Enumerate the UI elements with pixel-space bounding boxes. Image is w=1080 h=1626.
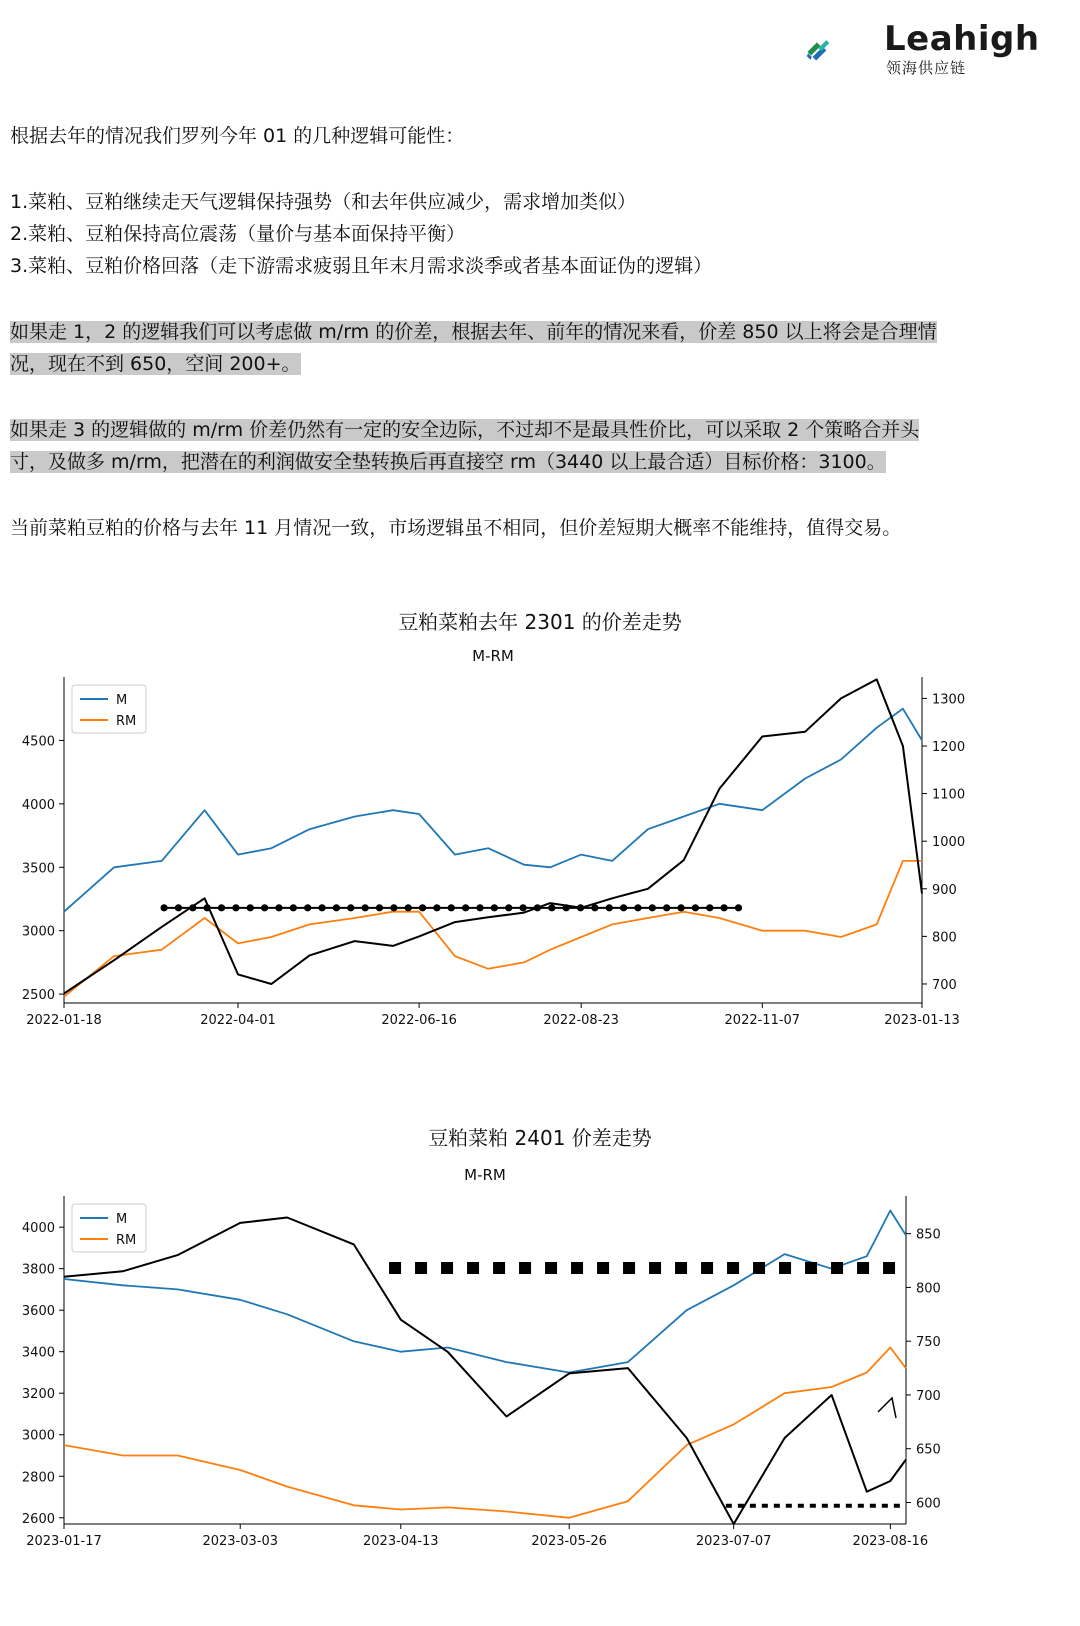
highlight-paragraph-2-line-1: 如果走 3 的逻辑做的 m/rm 价差仍然有一定的安全边际，不过却不是最具性价比，可以采取 2 个策略合并头 <box>10 419 920 441</box>
trend-arrow <box>878 1398 896 1418</box>
spread-reference-dot <box>318 904 325 911</box>
spread-reference-dot <box>519 904 526 911</box>
series-rm-line <box>64 1348 906 1518</box>
left-tick-label: 3600 <box>21 1304 55 1320</box>
x-tick-label: 2022-04-01 <box>200 1013 276 1028</box>
x-tick-label: 2022-01-18 <box>26 1013 102 1028</box>
conclusion-paragraph: 当前菜粕豆粕的价格与去年 11 月情况一致，市场逻辑虽不相同，但价差短期大概率不能维持，值得交易。 <box>10 517 902 539</box>
right-tick-label: 1300 <box>932 692 966 708</box>
spread-reference-dot <box>261 904 268 911</box>
spread-reference-dot <box>462 904 469 911</box>
spread-reference-dot <box>634 904 641 911</box>
left-tick-label: 3800 <box>21 1262 55 1278</box>
spread-reference-dot <box>663 904 670 911</box>
spread-reference-dot <box>390 904 397 911</box>
spread-reference-dot <box>448 904 455 911</box>
left-tick-label: 4500 <box>21 734 55 750</box>
spread-reference-dot <box>290 904 297 911</box>
spread-reference-dot <box>706 904 713 911</box>
spread-reference-dot <box>218 904 225 911</box>
right-tick-label: 850 <box>916 1227 941 1243</box>
right-tick-label: 600 <box>916 1496 941 1512</box>
chart-2 <box>0 1160 1080 1626</box>
spread-reference-dot <box>247 904 254 911</box>
spread-reference-dot <box>304 904 311 911</box>
right-tick-label: 800 <box>916 1281 941 1297</box>
right-tick-label: 700 <box>932 977 957 993</box>
x-tick-label: 2023-04-13 <box>363 1534 439 1549</box>
logic-item-1: 1.菜粕、豆粕继续走天气逻辑保持强势（和去年供应减少，需求增加类似） <box>10 191 637 213</box>
chart-2-heading: 豆粕菜粕 2401 价差走势 <box>428 1126 652 1150</box>
spread-reference-dot <box>189 904 196 911</box>
spread-reference-dot <box>606 904 613 911</box>
document-body <box>10 120 1068 544</box>
x-tick-label: 2023-01-13 <box>884 1013 960 1028</box>
series-spread-line <box>64 679 922 993</box>
spread-reference-dot <box>649 904 656 911</box>
spread-reference-dot <box>476 904 483 911</box>
legend-label-rm: RM <box>116 714 137 729</box>
leahigh-logo <box>806 16 886 84</box>
spread-reference-dot <box>534 904 541 911</box>
logo-name-en: Leahigh <box>884 19 1040 59</box>
spread-reference-dot <box>161 904 168 911</box>
spread-reference-dot <box>175 904 182 911</box>
left-tick-label: 3500 <box>21 861 55 877</box>
spread-reference-dot <box>362 904 369 911</box>
spread-reference-dot <box>735 904 742 911</box>
spread-reference-dot <box>577 904 584 911</box>
spread-reference-dot <box>620 904 627 911</box>
chart-1-heading: 豆粕菜粕去年 2301 的价差走势 <box>398 610 682 634</box>
x-tick-label: 2022-06-16 <box>381 1013 457 1028</box>
right-tick-label: 1200 <box>932 740 966 756</box>
series-rm-line <box>64 861 922 997</box>
x-tick-label: 2023-03-03 <box>202 1534 279 1549</box>
spread-reference-dot <box>347 904 354 911</box>
x-tick-label: 2022-11-07 <box>724 1013 801 1028</box>
spread-reference-dot <box>692 904 699 911</box>
left-tick-label: 3400 <box>21 1345 55 1361</box>
left-tick-label: 4000 <box>21 1221 55 1237</box>
x-tick-label: 2022-08-23 <box>543 1013 619 1028</box>
spread-reference-dot <box>491 904 498 911</box>
spread-reference-dot <box>721 904 728 911</box>
spread-reference-dot <box>563 904 570 911</box>
x-tick-label: 2023-08-16 <box>852 1534 929 1549</box>
right-tick-label: 800 <box>932 930 957 946</box>
right-tick-label: 700 <box>916 1388 941 1404</box>
logo-name-cn: 领海供应链 <box>886 59 967 77</box>
spread-reference-dot <box>591 904 598 911</box>
logo-text <box>884 20 1040 78</box>
chart-subtitle: M-RM <box>464 1166 506 1184</box>
right-tick-label: 1000 <box>932 835 966 851</box>
left-tick-label: 4000 <box>21 797 55 813</box>
spread-reference-dot <box>333 904 340 911</box>
x-tick-label: 2023-05-26 <box>531 1534 607 1549</box>
x-tick-label: 2023-01-17 <box>26 1534 102 1549</box>
spread-reference-dot <box>505 904 512 911</box>
spread-reference-dot <box>433 904 440 911</box>
right-tick-label: 650 <box>916 1442 941 1458</box>
highlight-paragraph-2-line-2: 寸，及做多 m/rm，把潜在的利润做安全垫转换后再直接空 rm（3440 以上最合适）目标价格：3100。 <box>10 451 886 473</box>
left-tick-label: 2500 <box>21 988 55 1004</box>
spread-reference-dot <box>548 904 555 911</box>
highlight-paragraph-1-line-2: 况，现在不到 650，空间 200+。 <box>10 353 301 375</box>
spread-reference-dot <box>204 904 211 911</box>
spread-reference-dot <box>376 904 383 911</box>
right-tick-label: 750 <box>916 1335 941 1351</box>
highlight-paragraph-1-line-1: 如果走 1，2 的逻辑我们可以考虑做 m/rm 的价差，根据去年、前年的情况来看，价差 850 以上将会是合理情 <box>10 321 937 343</box>
series-m-line <box>64 1211 906 1373</box>
spread-reference-dot <box>232 904 239 911</box>
left-tick-label: 3000 <box>21 924 55 940</box>
legend-label-m: M <box>116 1212 128 1227</box>
left-tick-label: 3200 <box>21 1387 55 1403</box>
legend-label-rm: RM <box>116 1233 137 1248</box>
chart-subtitle: M-RM <box>472 647 514 665</box>
logic-item-2: 2.菜粕、豆粕保持高位震荡（量价与基本面保持平衡） <box>10 223 466 245</box>
right-tick-label: 900 <box>932 882 957 898</box>
spread-reference-dot <box>677 904 684 911</box>
chart-1 <box>0 645 1080 1045</box>
left-tick-label: 3000 <box>21 1428 55 1444</box>
x-tick-label: 2023-07-07 <box>695 1534 772 1549</box>
left-tick-label: 2800 <box>21 1470 55 1486</box>
logic-item-3: 3.菜粕、豆粕价格回落（走下游需求疲弱且年末月需求淡季或者基本面证伪的逻辑） <box>10 255 713 277</box>
spread-reference-dot <box>405 904 412 911</box>
right-tick-label: 1100 <box>932 787 966 803</box>
series-m-line <box>64 709 922 912</box>
legend-label-m: M <box>116 693 128 708</box>
intro-paragraph: 根据去年的情况我们罗列今年 01 的几种逻辑可能性： <box>10 125 465 147</box>
left-tick-label: 2600 <box>21 1511 55 1527</box>
spread-reference-dot <box>419 904 426 911</box>
spread-reference-dot <box>275 904 282 911</box>
